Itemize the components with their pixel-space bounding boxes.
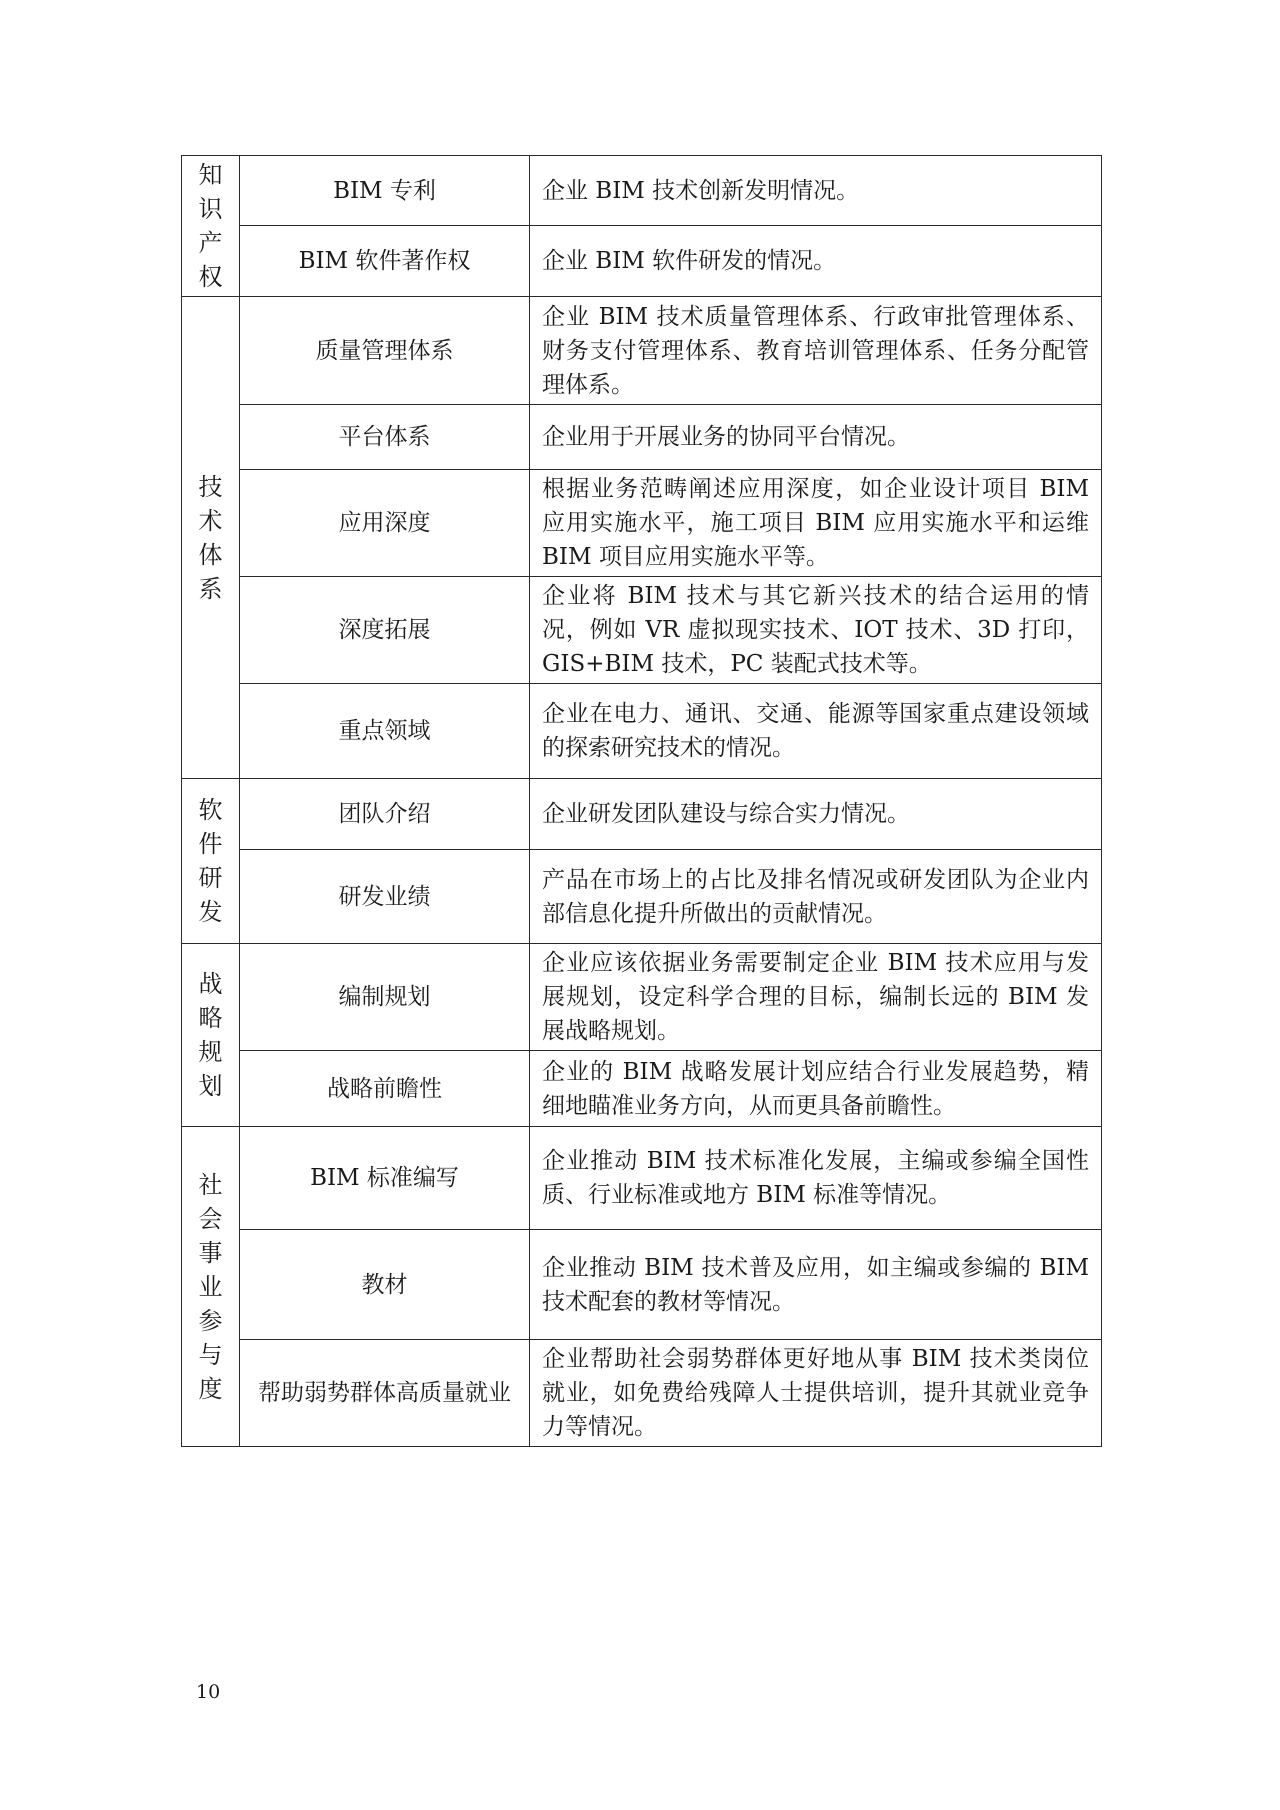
table-row bbox=[182, 405, 1102, 470]
item-cell: 应用深度 bbox=[240, 470, 530, 577]
category-label: 软件研发 bbox=[198, 796, 223, 926]
table-row bbox=[182, 1051, 1102, 1127]
description-cell: 产品在市场上的占比及排名情况或研发团队为企业内部信息化提升所做出的贡献情况。 bbox=[530, 850, 1102, 944]
table-row bbox=[182, 156, 1102, 226]
table-row bbox=[182, 470, 1102, 577]
description-cell: 企业 BIM 技术质量管理体系、行政审批管理体系、财务支付管理体系、教育培训管理体系、任务分配管理体系。 bbox=[530, 297, 1102, 405]
category-cell bbox=[182, 156, 240, 297]
description-cell: 企业 BIM 技术创新发明情况。 bbox=[530, 156, 1102, 226]
item-cell: 研发业绩 bbox=[240, 850, 530, 944]
description-cell: 企业推动 BIM 技术标准化发展，主编或参编全国性质、行业标准或地方 BIM 标准等情况。 bbox=[530, 1127, 1102, 1230]
item-cell: BIM 软件著作权 bbox=[240, 226, 530, 297]
table-row bbox=[182, 577, 1102, 684]
table-row bbox=[182, 1340, 1102, 1447]
description-cell: 企业在电力、通讯、交通、能源等国家重点建设领域的探索研究技术的情况。 bbox=[530, 684, 1102, 779]
description-cell: 企业推动 BIM 技术普及应用，如主编或参编的 BIM 技术配套的教材等情况。 bbox=[530, 1230, 1102, 1340]
category-cell bbox=[182, 297, 240, 779]
item-cell: 教材 bbox=[240, 1230, 530, 1340]
description-cell: 企业用于开展业务的协同平台情况。 bbox=[530, 405, 1102, 470]
item-cell: BIM 专利 bbox=[240, 156, 530, 226]
table-row bbox=[182, 944, 1102, 1051]
category-cell bbox=[182, 944, 240, 1127]
table-row bbox=[182, 1230, 1102, 1340]
item-cell: 帮助弱势群体高质量就业 bbox=[240, 1340, 530, 1447]
item-cell: 战略前瞻性 bbox=[240, 1051, 530, 1127]
description-cell: 企业 BIM 软件研发的情况。 bbox=[530, 226, 1102, 297]
table-row bbox=[182, 226, 1102, 297]
table-row bbox=[182, 1127, 1102, 1230]
category-label: 知识产权 bbox=[198, 161, 223, 291]
table-row bbox=[182, 779, 1102, 850]
item-cell: 深度拓展 bbox=[240, 577, 530, 684]
category-cell bbox=[182, 779, 240, 944]
item-cell: 编制规划 bbox=[240, 944, 530, 1051]
table-row bbox=[182, 850, 1102, 944]
item-cell: 平台体系 bbox=[240, 405, 530, 470]
description-cell: 企业将 BIM 技术与其它新兴技术的结合运用的情况，例如 VR 虚拟现实技术、IOT 技术、3D 打印，GIS+BIM 技术，PC 装配式技术等。 bbox=[530, 577, 1102, 684]
description-cell: 企业研发团队建设与综合实力情况。 bbox=[530, 779, 1102, 850]
description-cell: 企业的 BIM 战略发展计划应结合行业发展趋势，精细地瞄准业务方向，从而更具备前瞻性。 bbox=[530, 1051, 1102, 1127]
page-number: 10 bbox=[196, 1681, 221, 1703]
category-label: 技术体系 bbox=[198, 472, 223, 603]
item-cell: 质量管理体系 bbox=[240, 297, 530, 405]
table-row bbox=[182, 297, 1102, 405]
category-label: 社会事业参与度 bbox=[198, 1170, 223, 1403]
category-cell bbox=[182, 1127, 240, 1447]
description-cell: 企业应该依据业务需要制定企业 BIM 技术应用与发展规划，设定科学合理的目标，编制长远的 BIM 发展战略规划。 bbox=[530, 944, 1102, 1051]
item-cell: BIM 标准编写 bbox=[240, 1127, 530, 1230]
item-cell: 团队介绍 bbox=[240, 779, 530, 850]
description-cell: 企业帮助社会弱势群体更好地从事 BIM 技术类岗位就业，如免费给残障人士提供培训，提升其就业竞争力等情况。 bbox=[530, 1340, 1102, 1447]
evaluation-table bbox=[181, 155, 1102, 1447]
table-row bbox=[182, 684, 1102, 779]
description-cell: 根据业务范畴阐述应用深度，如企业设计项目 BIM 应用实施水平，施工项目 BIM 应用实施水平和运维 BIM 项目应用实施水平等。 bbox=[530, 470, 1102, 577]
item-cell: 重点领域 bbox=[240, 684, 530, 779]
category-label: 战略规划 bbox=[198, 970, 223, 1100]
